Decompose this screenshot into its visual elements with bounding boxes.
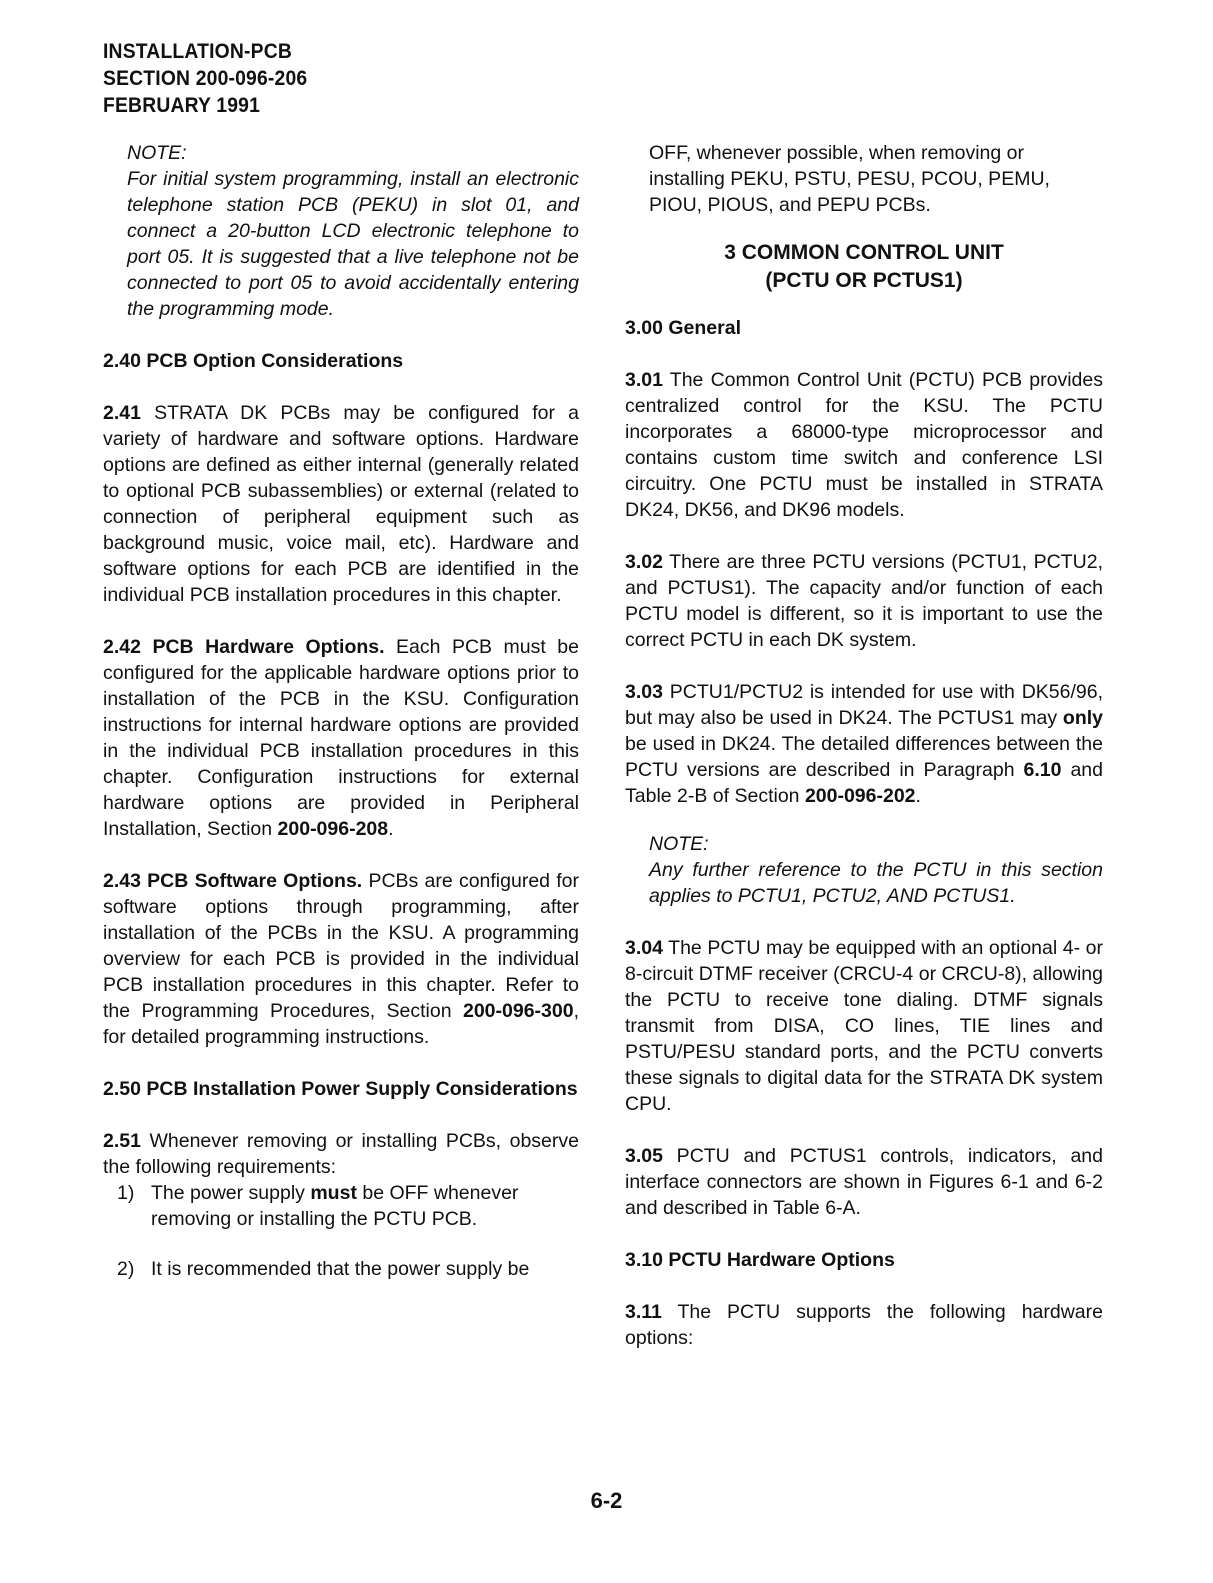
header-section: SECTION 200-096-206 xyxy=(103,67,308,90)
section-title-line1: 3 COMMON CONTROL UNIT xyxy=(724,241,1004,264)
paragraph-number: 3.04 xyxy=(625,937,663,959)
paragraph-number: 2.51 xyxy=(103,1130,141,1152)
paragraph-text: The PCTU supports the following hardware options: xyxy=(625,1301,1103,1349)
note-text: For initial system programming, install an electronic telephone station PCB (PEKU) in slot 01, and connect a 20-button LCD electronic telephone to port 05. It is suggested that a live telephone not be connected to port 05 to avoid accidentally entering the programming mode. xyxy=(127,168,579,320)
list-text-post: be OFF whenever removing or installing the PCTU PCB. xyxy=(151,1182,519,1230)
paragraph-3-05 xyxy=(625,1143,1103,1221)
paragraph-3-01 xyxy=(625,367,1103,523)
paragraph-number: 3.02 xyxy=(625,551,663,573)
list-item xyxy=(117,1256,579,1282)
paragraph-text: be used in DK24. The detailed differences between the PCTU versions are described in Paragraph xyxy=(625,733,1103,781)
paragraph-text: and Table 2-B of Section xyxy=(625,759,1103,807)
paragraph-end: . xyxy=(915,785,921,807)
paragraph-title: PCB Hardware Options. xyxy=(140,636,385,658)
right-column xyxy=(625,140,1103,1351)
paragraph-3-11 xyxy=(625,1299,1103,1351)
heading-2-40: 2.40 PCB Option Considerations xyxy=(103,350,404,372)
continued-list-text: OFF, whenever possible, when removing or installing PEKU, PSTU, PESU, PCOU, PEMU, PIOU, PIOUS, and PEPU PCBs. xyxy=(649,142,1050,216)
paragraph-3-03 xyxy=(625,679,1103,809)
note-text: Any further reference to the PCTU in this section applies to PCTU1, PCTU2, AND PCTUS1. xyxy=(649,859,1103,907)
paragraph-reference: 6.10 xyxy=(1023,759,1062,781)
heading-3-10: 3.10 PCTU Hardware Options xyxy=(625,1249,895,1271)
paragraph-2-41 xyxy=(103,400,579,608)
section-title-line2: (PCTU OR PCTUS1) xyxy=(765,269,963,292)
paragraph-title: PCB Software Options. xyxy=(140,870,363,892)
emphasis-only: only xyxy=(1062,707,1103,729)
list-marker: 1) xyxy=(117,1182,135,1204)
list-text xyxy=(151,1180,579,1232)
paragraph-end: . xyxy=(388,818,394,840)
paragraph-text: The Common Control Unit (PCTU) PCB provides centralized control for the KSU. The PCTU incorporates a 68000-type microprocessor and contains custom time switch and conference LSI circuitry. One PCTU must be installed in STRATA DK24, DK56, and DK96 models. xyxy=(625,369,1103,521)
section-reference: 200-096-208 xyxy=(277,818,389,840)
list-marker: 2) xyxy=(117,1258,135,1280)
list-text-pre: The power supply xyxy=(151,1182,311,1204)
heading-3-00: 3.00 General xyxy=(625,317,741,339)
paragraph-text: PCBs are configured for software options through programming, after installation of the PCBs in the KSU. A programming overview for each PCB is provided in the individual PCB installation procedures in this chapter. Refer to the Programming Procedures, Section xyxy=(103,870,579,1022)
list-item xyxy=(117,1180,579,1232)
note-label: NOTE: xyxy=(649,833,709,855)
paragraph-number: 2.42 xyxy=(103,636,141,658)
paragraph-number: 3.03 xyxy=(625,681,663,703)
paragraph-number: 2.41 xyxy=(103,402,141,424)
heading-2-50: 2.50 PCB Installation Power Supply Considerations xyxy=(103,1078,578,1100)
paragraph-2-42 xyxy=(103,634,579,842)
paragraph-3-02 xyxy=(625,549,1103,653)
header-title: INSTALLATION-PCB xyxy=(103,40,292,63)
header-date: FEBRUARY 1991 xyxy=(103,94,261,117)
section-reference: 200-096-300 xyxy=(462,1000,574,1022)
paragraph-number: 3.01 xyxy=(625,369,663,391)
paragraph-text: Each PCB must be configured for the applicable hardware options prior to installation of the PCB in the KSU. Configuration instructions for internal hardware options are provided in the individual PCB installation procedures in this chapter. Configuration instructions for external hardware options are provided in Peripheral Installation, Section xyxy=(103,636,579,840)
pctu-note xyxy=(649,831,1103,909)
page-number: 6-2 xyxy=(590,1488,623,1513)
paragraph-text: PCTU and PCTUS1 controls, indicators, and interface connectors are shown in Figures 6-1 and 6-2 and described in Table 6-A. xyxy=(625,1145,1103,1219)
paragraph-end: , for detailed programming instructions. xyxy=(103,1000,579,1048)
paragraph-text: STRATA DK PCBs may be configured for a variety of hardware and software options. Hardware options are defined as either internal (generally related to optional PCB subassemblies) or external (related to connection of peripheral equipment such as background music, voice mail, etc). Hardware and software options for each PCB are identified in the individual PCB installation procedures in this chapter. xyxy=(103,402,579,606)
paragraph-text: PCTU1/PCTU2 is intended for use with DK56/96, but may also be used in DK24. The PCTUS1 may xyxy=(625,681,1103,729)
requirements-list xyxy=(103,1180,579,1282)
paragraph-number: 2.43 xyxy=(103,870,141,892)
left-column xyxy=(103,140,579,1282)
paragraph-2-43 xyxy=(103,868,579,1050)
programming-note xyxy=(127,140,579,322)
note-label: NOTE: xyxy=(127,142,187,164)
list-text-bold: must xyxy=(310,1182,357,1204)
paragraph-text: The PCTU may be equipped with an optional 4- or 8-circuit DTMF receiver (CRCU-4 or CRCU-8), allowing the PCTU to receive tone dialing. DTMF signals transmit from DISA, CO lines, TIE lines and PSTU/PESU standard ports, and the PCTU converts these signals to digital data for the STRATA DK system CPU. xyxy=(625,937,1103,1115)
paragraph-number: 3.11 xyxy=(625,1301,662,1323)
paragraph-text: There are three PCTU versions (PCTU1, PCTU2, and PCTUS1). The capacity and/or function of each PCTU model is different, so it is important to use the correct PCTU in each DK system. xyxy=(625,551,1103,651)
paragraph-3-04 xyxy=(625,935,1103,1117)
section-title xyxy=(625,239,1103,295)
section-reference: 200-096-202 xyxy=(804,785,916,807)
paragraph-number: 3.05 xyxy=(625,1145,663,1167)
paragraph-2-51 xyxy=(103,1128,579,1180)
document-header xyxy=(103,38,307,119)
paragraph-text: Whenever removing or installing PCBs, observe the following requirements: xyxy=(103,1130,579,1178)
list-text: It is recommended that the power supply be xyxy=(151,1258,530,1280)
